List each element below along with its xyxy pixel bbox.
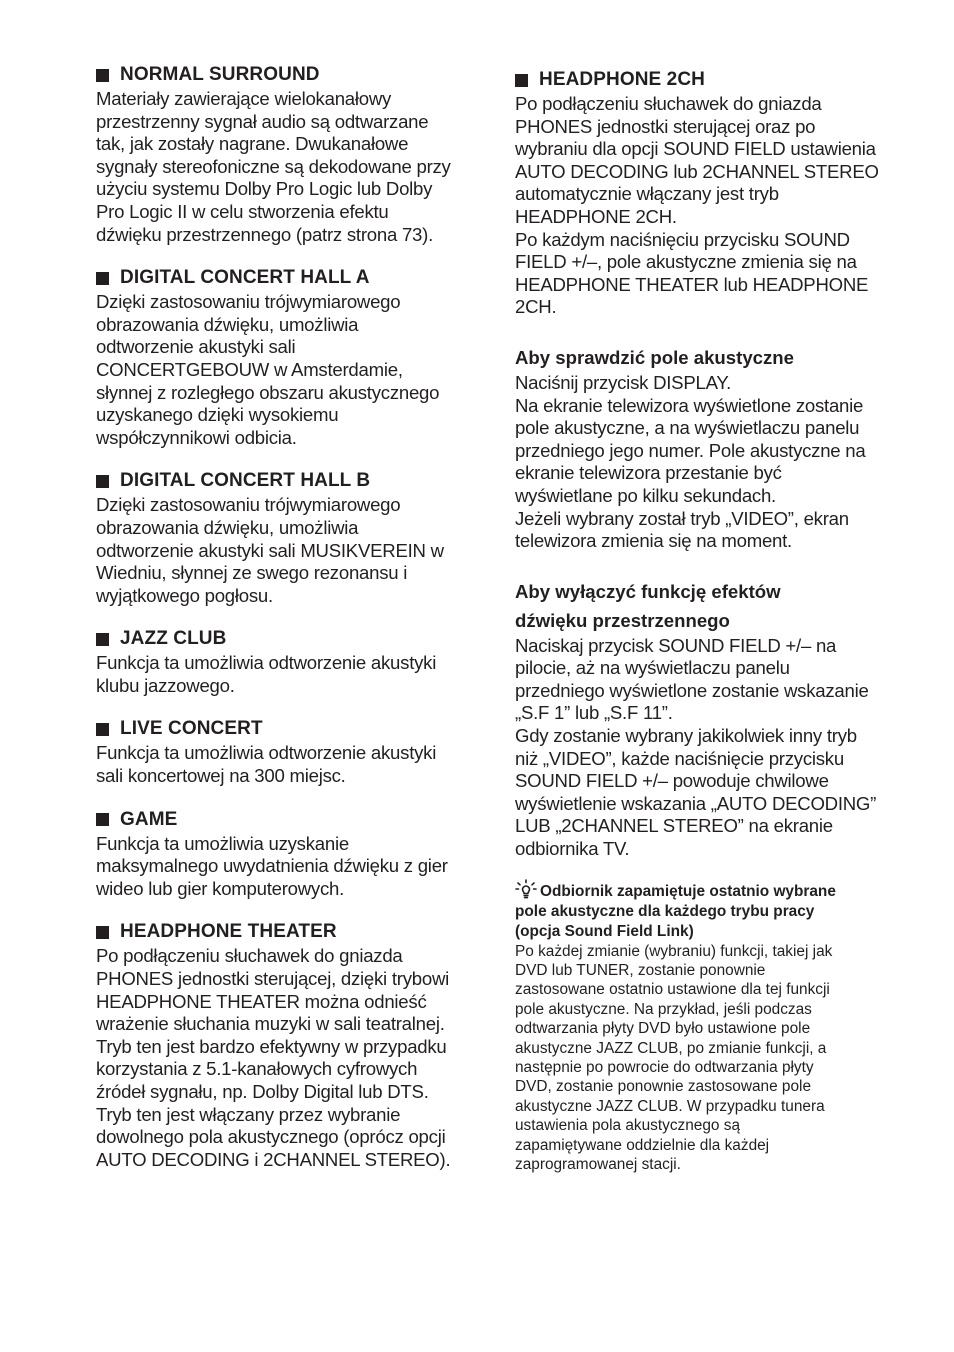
section-title: JAZZ CLUB [120,628,227,650]
section-jazz-club [96,626,471,697]
subsection-body: Naciskaj przycisk SOUND FIELD +/– na pilocie, aż na wyświetlaczu panelu przedniego wyświetlone zostanie wskazanie „S.F 1” lub „S.F 11”. Gdy zostanie wybrany jakikolwiek inny tryb niż „VIDEO”, każde naciśnięcie przycisku SOUND FIELD +/– powoduje chwilowe wyświetlenie wskazania „AUTO DECODING” LUB „2CHANNEL STEREO” na ekranie odbiornika TV. [515,634,877,860]
section-heading [96,626,471,652]
bullet-square-icon [96,723,109,736]
section-heading [96,468,471,494]
section-headphone-theater [96,919,471,1171]
right-column [515,67,895,1194]
section-heading [96,919,471,945]
lightbulb-tip-icon [515,879,537,899]
section-body: Dzięki zastosowaniu trójwymiarowego obrazowania dźwięku, umożliwia odtworzenie akustyki sali MUSIKVEREIN w Wiedniu, słynnej ze swego rezonansu i wyjątkowego pogłosu. [96,494,444,606]
section-body: Funkcja ta umożliwia odtworzenie akustyki sali koncertowej na 300 miejsc. [96,742,437,787]
section-digital-concert-hall-a [96,265,471,449]
section-heading [96,265,471,291]
bullet-square-icon [96,813,109,826]
section-digital-concert-hall-b [96,468,471,607]
section-headphone-2ch [515,67,895,319]
section-heading [96,62,471,88]
section-title: HEADPHONE THEATER [120,921,337,943]
section-body: Funkcja ta umożliwia odtworzenie akustyki klubu jazzowego. [96,652,437,696]
section-body: Dzięki zastosowaniu trójwymiarowego obrazowania dźwięku, umożliwia odtworzenie akustyki sali CONCERTGEBOUW w Amsterdamie, słynnej z rozległego obszaru akustycznego uzyskanego dzięki wysokiemu współczynnikowi odbicia. [96,291,440,448]
bullet-square-icon [96,926,109,939]
bullet-square-icon [515,74,528,87]
section-title: NORMAL SURROUND [120,64,320,85]
section-body: Po podłączeniu słuchawek do gniazda PHONES jednostki sterującej, dzięki trybowi HEADPHONE THEATER można odnieść wrażenie słuchania muzyki w sali teatralnej. Tryb ten jest bardzo efektywny w przypadku korzystania z 5.1-kanałowych cyfrowych źródeł sygnału, np. Dolby Digital lub DTS. Tryb ten jest włączany przez wybranie dowolnego pola akustycznego (oprócz opcji AUTO DECODING i 2CHANNEL STEREO). [96,945,451,1170]
tip-heading [515,879,895,942]
section-title: DIGITAL CONCERT HALL A [120,267,370,289]
section-title: HEADPHONE 2CH [539,69,705,90]
section-heading [96,716,471,742]
bullet-square-icon [96,475,109,488]
section-turn-off-surround [515,577,895,861]
section-title: LIVE CONCERT [120,718,263,740]
bullet-square-icon [96,272,109,285]
section-heading [96,807,471,833]
section-body: Materiały zawierające wielokanałowy przestrzenny sygnał audio są odtwarzane tak, jak zostały nagrane. Dwukanałowe sygnały stereofoniczne są dekodowane przy użyciu systemu Dolby Pro Logic lub Dolby Pro Logic II w celu stworzenia efektu dźwięku przestrzennego (patrz strona 73). [96,88,451,245]
section-heading [515,67,895,93]
section-live-concert [96,716,471,787]
section-check-sound-field [515,343,895,553]
bullet-square-icon [96,633,109,646]
section-body: Funkcja ta umożliwia uzyskanie maksymalnego uwydatnienia dźwięku z gier wideo lub gier komputerowych. [96,832,448,899]
section-body: Po podłączeniu słuchawek do gniazda PHONES jednostki sterującej oraz po wybraniu dla opcji SOUND FIELD ustawienia AUTO DECODING lub 2CHANNEL STEREO automatycznie włączany jest tryb HEADPHONE 2CH. Po każdym naciśnięciu przycisku SOUND FIELD +/–, pole akustyczne zmienia się na HEADPHONE THEATER lub HEADPHONE 2CH. [515,93,879,318]
subsection-body: Naciśnij przycisk DISPLAY. Na ekranie telewizora wyświetlone zostanie pole akustyczne, a na wyświetlaczu panelu przedniego jego numer. Pole akustyczne na ekranie telewizora przestanie być wyświetlane po kilku sekundach. Jeżeli wybrany został tryb „VIDEO”, ekran telewizora zmienia się na moment. [515,371,866,552]
subsection-title: Aby sprawdzić pole akustyczne [515,346,794,368]
tip-note [515,879,895,1175]
section-title: DIGITAL CONCERT HALL B [120,470,371,492]
subsection-title: Aby wyłączyć funkcję efektów dźwięku przestrzennego [515,580,781,631]
section-game [96,807,471,901]
bullet-square-icon [96,69,109,82]
section-title: GAME [120,808,178,830]
tip-title: Odbiornik zapamiętuje ostatnio wybrane pole akustyczne dla każdego trybu pracy (opcja Sound Field Link) [515,882,836,940]
tip-body: Po każdej zmianie (wybraniu) funkcji, takiej jak DVD lub TUNER, zostanie ponownie zastosowane ostatnio ustawione dla tej funkcji pole akustyczne. Na przykład, jeśli podczas odtwarzania płyty DVD było ustawione pole akustyczne JAZZ CLUB, po zmianie funkcji, a następnie po powrocie do odtwarzania płyty DVD, zostanie ponownie zastosowane pole akustyczne JAZZ CLUB. W przypadku tunera ustawienia pola akustycznego są zapamiętywane oddzielnie dla każdej zaprogramowanej stacji. [515,942,833,1174]
section-normal-surround [96,62,471,246]
left-column [96,62,471,1190]
